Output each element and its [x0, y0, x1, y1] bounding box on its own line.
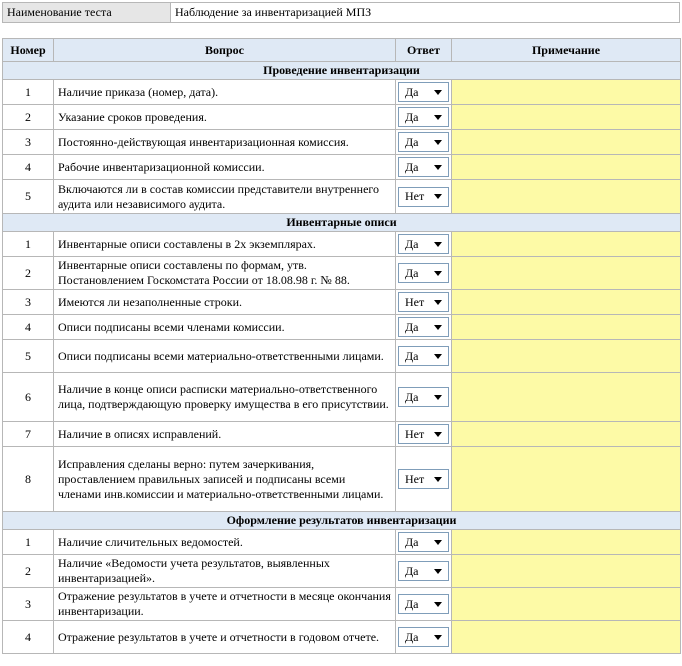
row-number: 4: [3, 155, 54, 180]
question-text: Описи подписаны всеми членами комиссии.: [54, 315, 396, 340]
question-text: Отражение результатов в учете и отчетности в месяце окончания инвентаризации.: [54, 588, 396, 621]
answer-value: Да: [405, 629, 419, 644]
section-header-row: [3, 512, 681, 530]
answer-value: Да: [405, 389, 419, 404]
answer-dropdown[interactable]: [398, 387, 449, 407]
answer-value: Да: [405, 596, 419, 611]
answer-dropdown[interactable]: [398, 317, 449, 337]
answer-cell: [396, 530, 452, 555]
chevron-down-icon: [434, 271, 442, 276]
row-number: 7: [3, 422, 54, 447]
question-text: Наличие сличительных ведомостей.: [54, 530, 396, 555]
table-row: [3, 621, 681, 654]
answer-cell: [396, 422, 452, 447]
answer-value: Нет: [405, 426, 425, 441]
row-number: 3: [3, 290, 54, 315]
answer-dropdown[interactable]: [398, 234, 449, 254]
table-row: [3, 290, 681, 315]
answer-cell: [396, 340, 452, 373]
answer-cell: [396, 447, 452, 512]
chevron-down-icon: [434, 432, 442, 437]
note-field[interactable]: [452, 555, 681, 588]
col-header-num: Номер: [3, 39, 54, 62]
note-field[interactable]: [452, 621, 681, 654]
col-header-note: Примечание: [452, 39, 681, 62]
question-text: Рабочие инвентаризационной комиссии.: [54, 155, 396, 180]
table-row: [3, 315, 681, 340]
answer-value: Да: [405, 236, 419, 251]
question-text: Наличие «Ведомости учета результатов, выявленных инвентаризацией».: [54, 555, 396, 588]
header-row: [3, 39, 681, 62]
row-number: 6: [3, 373, 54, 422]
answer-value: Нет: [405, 189, 425, 203]
table-row: [3, 130, 681, 155]
answer-cell: [396, 373, 452, 422]
answer-cell: [396, 621, 452, 654]
answer-cell: [396, 130, 452, 155]
question-text: Включаются ли в состав комиссии представители внутреннего аудита или независимого аудита.: [54, 180, 396, 214]
chevron-down-icon: [434, 540, 442, 545]
note-field[interactable]: [452, 447, 681, 512]
row-number: 4: [3, 621, 54, 654]
answer-cell: [396, 555, 452, 588]
note-field[interactable]: [452, 290, 681, 315]
answer-value: Нет: [405, 471, 425, 486]
note-field[interactable]: [452, 530, 681, 555]
answer-dropdown[interactable]: [398, 561, 449, 581]
answer-cell: [396, 257, 452, 290]
answer-dropdown[interactable]: [398, 594, 449, 614]
table-row: [3, 530, 681, 555]
section-header-row: [3, 62, 681, 80]
row-number: 2: [3, 257, 54, 290]
answer-cell: [396, 80, 452, 105]
answer-dropdown[interactable]: [398, 627, 449, 647]
table-row: [3, 555, 681, 588]
answer-value: Да: [405, 84, 419, 99]
table-row: [3, 588, 681, 621]
answer-dropdown[interactable]: [398, 187, 449, 207]
answer-cell: [396, 315, 452, 340]
chevron-down-icon: [434, 165, 442, 170]
answer-dropdown[interactable]: [398, 82, 449, 102]
answer-value: Да: [405, 159, 419, 174]
answer-value: Нет: [405, 294, 425, 309]
checklist-body: [3, 62, 681, 654]
answer-value: Да: [405, 134, 419, 149]
answer-value: Да: [405, 265, 419, 280]
question-text: Наличие в описях исправлений.: [54, 422, 396, 447]
answer-value: Да: [405, 109, 419, 124]
note-field[interactable]: [452, 155, 681, 180]
table-row: [3, 340, 681, 373]
row-number: 1: [3, 80, 54, 105]
test-name-label: Наименование теста: [3, 3, 171, 23]
answer-dropdown[interactable]: [398, 107, 449, 127]
chevron-down-icon: [434, 354, 442, 359]
section-title: Оформление результатов инвентаризации: [3, 512, 681, 530]
question-text: Наличие в конце описи расписки материально-ответственного лица, подтверждающую проверку имущества в его присутствии.: [54, 373, 396, 422]
question-text: Наличие приказа (номер, дата).: [54, 80, 396, 105]
col-header-answer: Ответ: [396, 39, 452, 62]
chevron-down-icon: [434, 140, 442, 145]
test-name-value: Наблюдение за инвентаризацией МПЗ: [171, 3, 680, 23]
answer-cell: [396, 155, 452, 180]
answer-cell: [396, 290, 452, 315]
question-text: Указание сроков проведения.: [54, 105, 396, 130]
answer-cell: [396, 588, 452, 621]
question-text: Инвентарные описи составлены по формам, утв. Постановлением Госкомстата России от 18.08.98 г. № 88.: [54, 257, 396, 290]
table-row: [3, 105, 681, 130]
table-row: [3, 257, 681, 290]
row-number: 2: [3, 555, 54, 588]
chevron-down-icon: [434, 242, 442, 247]
table-row: [3, 373, 681, 422]
question-text: Постоянно-действующая инвентаризационная комиссия.: [54, 130, 396, 155]
row-number: 4: [3, 315, 54, 340]
row-number: 5: [3, 340, 54, 373]
table-row: [3, 422, 681, 447]
note-field[interactable]: [452, 80, 681, 105]
chevron-down-icon: [434, 635, 442, 640]
answer-cell: [396, 180, 452, 214]
table-row: [3, 232, 681, 257]
answer-dropdown[interactable]: [398, 157, 449, 177]
question-text: Исправления сделаны верно: путем зачеркивания, проставлением правильных записей и подписаны всеми членами инв.комиссии и материально-ответственными лицами.: [54, 447, 396, 512]
table-row: [3, 80, 681, 105]
chevron-down-icon: [434, 115, 442, 120]
table-row: [3, 447, 681, 512]
answer-dropdown[interactable]: [398, 263, 449, 283]
answer-cell: [396, 232, 452, 257]
row-number: 1: [3, 232, 54, 257]
question-text: Инвентарные описи составлены в 2х экземплярах.: [54, 232, 396, 257]
col-header-question: Вопрос: [54, 39, 396, 62]
answer-dropdown[interactable]: [398, 346, 449, 366]
row-number: 3: [3, 130, 54, 155]
note-field[interactable]: [452, 422, 681, 447]
answer-value: Да: [405, 348, 419, 363]
question-text: Описи подписаны всеми материально-ответственными лицами.: [54, 340, 396, 373]
row-number: 2: [3, 105, 54, 130]
note-field[interactable]: [452, 180, 681, 214]
checklist-table: [2, 38, 681, 654]
row-number: 5: [3, 180, 54, 214]
answer-dropdown[interactable]: [398, 469, 449, 489]
answer-value: Да: [405, 534, 419, 549]
question-text: Отражение результатов в учете и отчетности в годовом отчете.: [54, 621, 396, 654]
chevron-down-icon: [434, 325, 442, 330]
answer-value: Да: [405, 319, 419, 334]
chevron-down-icon: [434, 477, 442, 482]
note-field[interactable]: [452, 340, 681, 373]
chevron-down-icon: [434, 602, 442, 607]
test-name-table: [2, 2, 680, 23]
answer-dropdown[interactable]: [398, 292, 449, 312]
answer-value: Да: [405, 563, 419, 578]
note-field[interactable]: [452, 588, 681, 621]
row-number: 1: [3, 530, 54, 555]
table-row: [3, 180, 681, 214]
note-field[interactable]: [452, 130, 681, 155]
answer-dropdown[interactable]: [398, 132, 449, 152]
section-header-row: [3, 214, 681, 232]
note-field[interactable]: [452, 232, 681, 257]
section-title: Проведение инвентаризации: [3, 62, 681, 80]
answer-cell: [396, 105, 452, 130]
chevron-down-icon: [434, 300, 442, 305]
note-field[interactable]: [452, 257, 681, 290]
row-number: 3: [3, 588, 54, 621]
row-number: 8: [3, 447, 54, 512]
section-title: Инвентарные описи: [3, 214, 681, 232]
chevron-down-icon: [434, 90, 442, 95]
note-field[interactable]: [452, 315, 681, 340]
answer-dropdown[interactable]: [398, 424, 449, 444]
chevron-down-icon: [434, 194, 442, 199]
answer-dropdown[interactable]: [398, 532, 449, 552]
table-row: [3, 155, 681, 180]
chevron-down-icon: [434, 569, 442, 574]
question-text: Имеются ли незаполненные строки.: [54, 290, 396, 315]
chevron-down-icon: [434, 395, 442, 400]
note-field[interactable]: [452, 105, 681, 130]
note-field[interactable]: [452, 373, 681, 422]
